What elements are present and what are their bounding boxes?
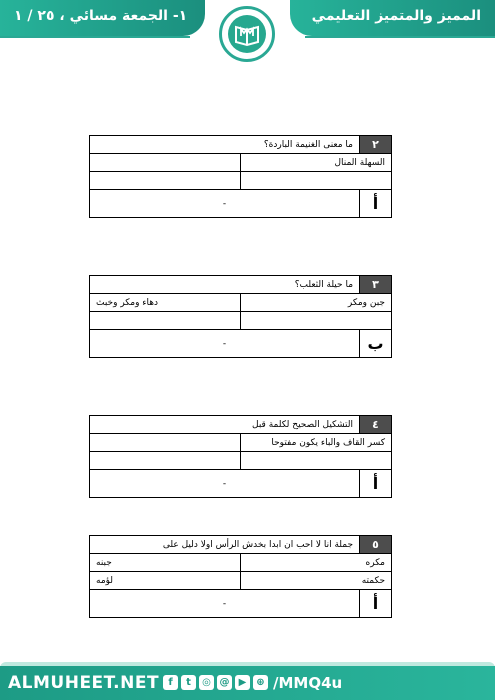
option-cell — [90, 154, 241, 172]
option-cell — [90, 452, 241, 470]
option-cell — [241, 312, 392, 330]
question-table-2 — [89, 135, 392, 218]
option-cell: كسر القاف والباء يكون مفتوحا — [241, 434, 392, 452]
header-title: المميز والمتميز التعليمي — [311, 8, 481, 24]
threads-icon[interactable]: @ — [217, 675, 232, 690]
option-cell: دهاء ومكر وخبث — [90, 294, 241, 312]
site-name[interactable]: ALMUHEET.NET — [8, 673, 160, 693]
option-cell — [90, 172, 241, 190]
facebook-icon[interactable]: f — [163, 675, 178, 690]
instagram-icon[interactable]: ◎ — [199, 675, 214, 690]
option-cell: جبن ومكر — [241, 294, 392, 312]
option-cell — [90, 312, 241, 330]
answer-value: - — [90, 590, 360, 618]
page-footer — [0, 666, 495, 700]
option-cell — [241, 452, 392, 470]
question-number: ٢ — [360, 136, 392, 154]
question-text: التشكيل الصحيح لكلمة قبل — [90, 416, 360, 434]
question-table-5 — [89, 535, 392, 618]
social-icons — [163, 675, 268, 690]
book-logo-icon — [228, 15, 266, 53]
youtube-icon[interactable]: ▶ — [235, 675, 250, 690]
option-cell: السهلة المنال — [241, 154, 392, 172]
header-subtitle: ١- الجمعة مسائي ، ٢٥ / ١ — [14, 8, 188, 24]
answer-letter: أ — [360, 590, 392, 618]
answer-letter: أ — [360, 190, 392, 218]
page-header — [0, 0, 495, 58]
question-text: ما حيلة الثعلب؟ — [90, 276, 360, 294]
answer-value: - — [90, 330, 360, 358]
social-handle[interactable]: /MMQ4u — [273, 674, 343, 692]
question-number: ٤ — [360, 416, 392, 434]
logo — [219, 6, 275, 62]
header-line-left — [0, 36, 190, 38]
web-icon[interactable]: ⊕ — [253, 675, 268, 690]
option-cell: جبنه — [90, 554, 241, 572]
answer-letter: أ — [360, 470, 392, 498]
question-number: ٣ — [360, 276, 392, 294]
option-cell — [241, 172, 392, 190]
option-cell: لؤمه — [90, 572, 241, 590]
twitter-icon[interactable]: t — [181, 675, 196, 690]
question-text: جملة انا لا احب ان ابدا بخدش الرأس اولا دليل على — [90, 536, 360, 554]
option-cell: مكره — [241, 554, 392, 572]
header-line-right — [305, 36, 495, 38]
question-number: ٥ — [360, 536, 392, 554]
question-text: ما معنى الغنيمة الباردة؟ — [90, 136, 360, 154]
option-cell: حكمته — [241, 572, 392, 590]
answer-value: - — [90, 190, 360, 218]
answer-letter: ب — [360, 330, 392, 358]
option-cell — [90, 434, 241, 452]
question-table-3 — [89, 275, 392, 358]
question-table-4 — [89, 415, 392, 498]
answer-value: - — [90, 470, 360, 498]
